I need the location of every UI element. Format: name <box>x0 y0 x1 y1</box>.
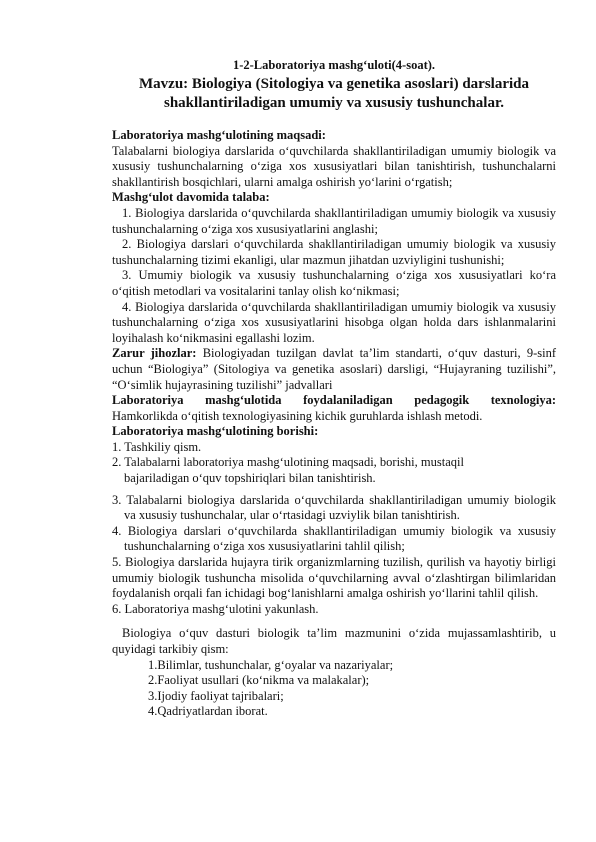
step-item: 4. Biologiya darslari o‘quvchilarda shakllantiriladigan umumiy biologik va xususiy tushunchalarning o‘ziga xos xususiyatlarini tahlil qilish; <box>112 523 556 554</box>
equipment-text: Biologiyadan tuzilgan davlat ta’lim standarti, o‘quv dasturi, 9-sinf uchun “Biologiya” (Sitologiya va genetika asoslari) darsligi, “Hujayraning tuzilishi”, “O‘simlik hujayrasining tuzilishi” jadvallari <box>112 346 556 392</box>
program-part-item: 2.Faoliyat usullari (ko‘nikma va malakalar); <box>148 673 370 688</box>
requirements-heading: Mashg‘ulot davomida talaba: <box>112 190 270 205</box>
technology-text: Hamkorlikda o‘qitish texnologiyasining kichik guruhlarda ishlash metodi. <box>112 408 483 423</box>
program-part-item: 3.Ijodiy faoliyat tajribalari; <box>148 688 284 703</box>
process-heading: Laboratoriya mashg‘ulotining borishi: <box>112 424 319 439</box>
step-item: 1. Tashkiliy qism. <box>112 439 202 454</box>
goal-heading: Laboratoriya mashg‘ulotining maqsadi: <box>112 128 326 142</box>
requirement-item: 1. Biologiya darslarida o‘quvchilarda shakllantiriladigan umumiy biologik va xususiy tushunchalarning o‘ziga xos xususiyatlarini anglashi; <box>112 205 556 236</box>
step-item-continued: bajariladigan o‘quv topshiriqlari bilan tanishtirish. <box>124 471 376 486</box>
document-page <box>112 58 556 720</box>
goal-text: Talabalarni biologiya darslarida o‘quvchilarda shakllantiriladigan umumiy biologik va xususiy tushunchalarning o‘ziga xos xususiyatlari bilan tanishtirish, tushunchalarni shakllantirish bosqichlari, ularni amalga oshirish yo‘larini o‘rgatish; <box>112 143 556 189</box>
program-intro: Biologiya o‘quv dasturi biologik ta’lim mazmunini o‘zida mujassamlashtirib, u quyidagi tarkibiy qism: <box>112 626 556 656</box>
step-item: 2. Talabalarni laboratoriya mashg‘ulotining maqsadi, borishi, mustaqil <box>112 455 464 470</box>
program-part-item: 4.Qadriyatlardan iborat. <box>148 704 268 719</box>
equipment-paragraph <box>112 346 556 393</box>
lab-title: 1-2-Laboratoriya mashg‘uloti(4-soat). <box>232 58 436 72</box>
requirement-item: 4. Biologiya darslarida o‘quvchilarda shakllantiriladigan umumiy biologik va xususiy tushunchalarning o‘ziga xos xususiyatlarini hisobga olgan holda dars ishlanmalarini loyihalash ko‘nikmasini egallashi lozim. <box>112 299 556 345</box>
step-item: 6. Laboratoriya mashg‘ulotini yakunlash. <box>112 601 319 616</box>
topic-line-1: Mavzu: Biologiya (Sitologiya va genetika asoslari) darslarida <box>139 76 529 92</box>
requirement-item: 3. Umumiy biologik va xususiy tushunchalarning o‘ziga xos xususiyatlari ko‘ra o‘qitish metodlari va vositalarini tanlay olish ko‘nikmasi; <box>112 268 556 298</box>
requirement-item: 2. Biologiya darslari o‘quvchilarda shakllantiriladigan umumiy biologik va xususiy tushunchalarning tizimi ekanligi, ular mazmun jihatdan uzviyligini tushunishi; <box>112 237 556 267</box>
step-item: 3. Talabalarni biologiya darslarida o‘quvchilarda shakllantiriladigan umumiy biologik va xususiy tushunchalar, ular o‘rtasidagi uzviylik bilan tanishtirish. <box>112 492 556 523</box>
equipment-label: Zarur jihozlar: <box>112 346 197 361</box>
step-item: 5. Biologiya darslarida hujayra tirik organizmlarning tuzilish, qurilish va hayotiy birligi umumiy biologik tushuncha misolida o‘quvchilarning avval o‘zlashtirgan bilimlaridan foydalanish orqali fan ichidagi bog‘lanishlarni amalga oshirish yo‘llarini tahlil qilish. <box>112 555 556 601</box>
technology-heading: Laboratoriya mashg‘ulotida foydalaniladigan pedagogik texnologiya: <box>112 393 556 408</box>
program-part-item: 1.Bilimlar, tushunchalar, g‘oyalar va nazariyalar; <box>148 657 394 672</box>
topic-line-2: shakllantiriladigan umumiy va xususiy tushunchalar. <box>164 95 504 111</box>
